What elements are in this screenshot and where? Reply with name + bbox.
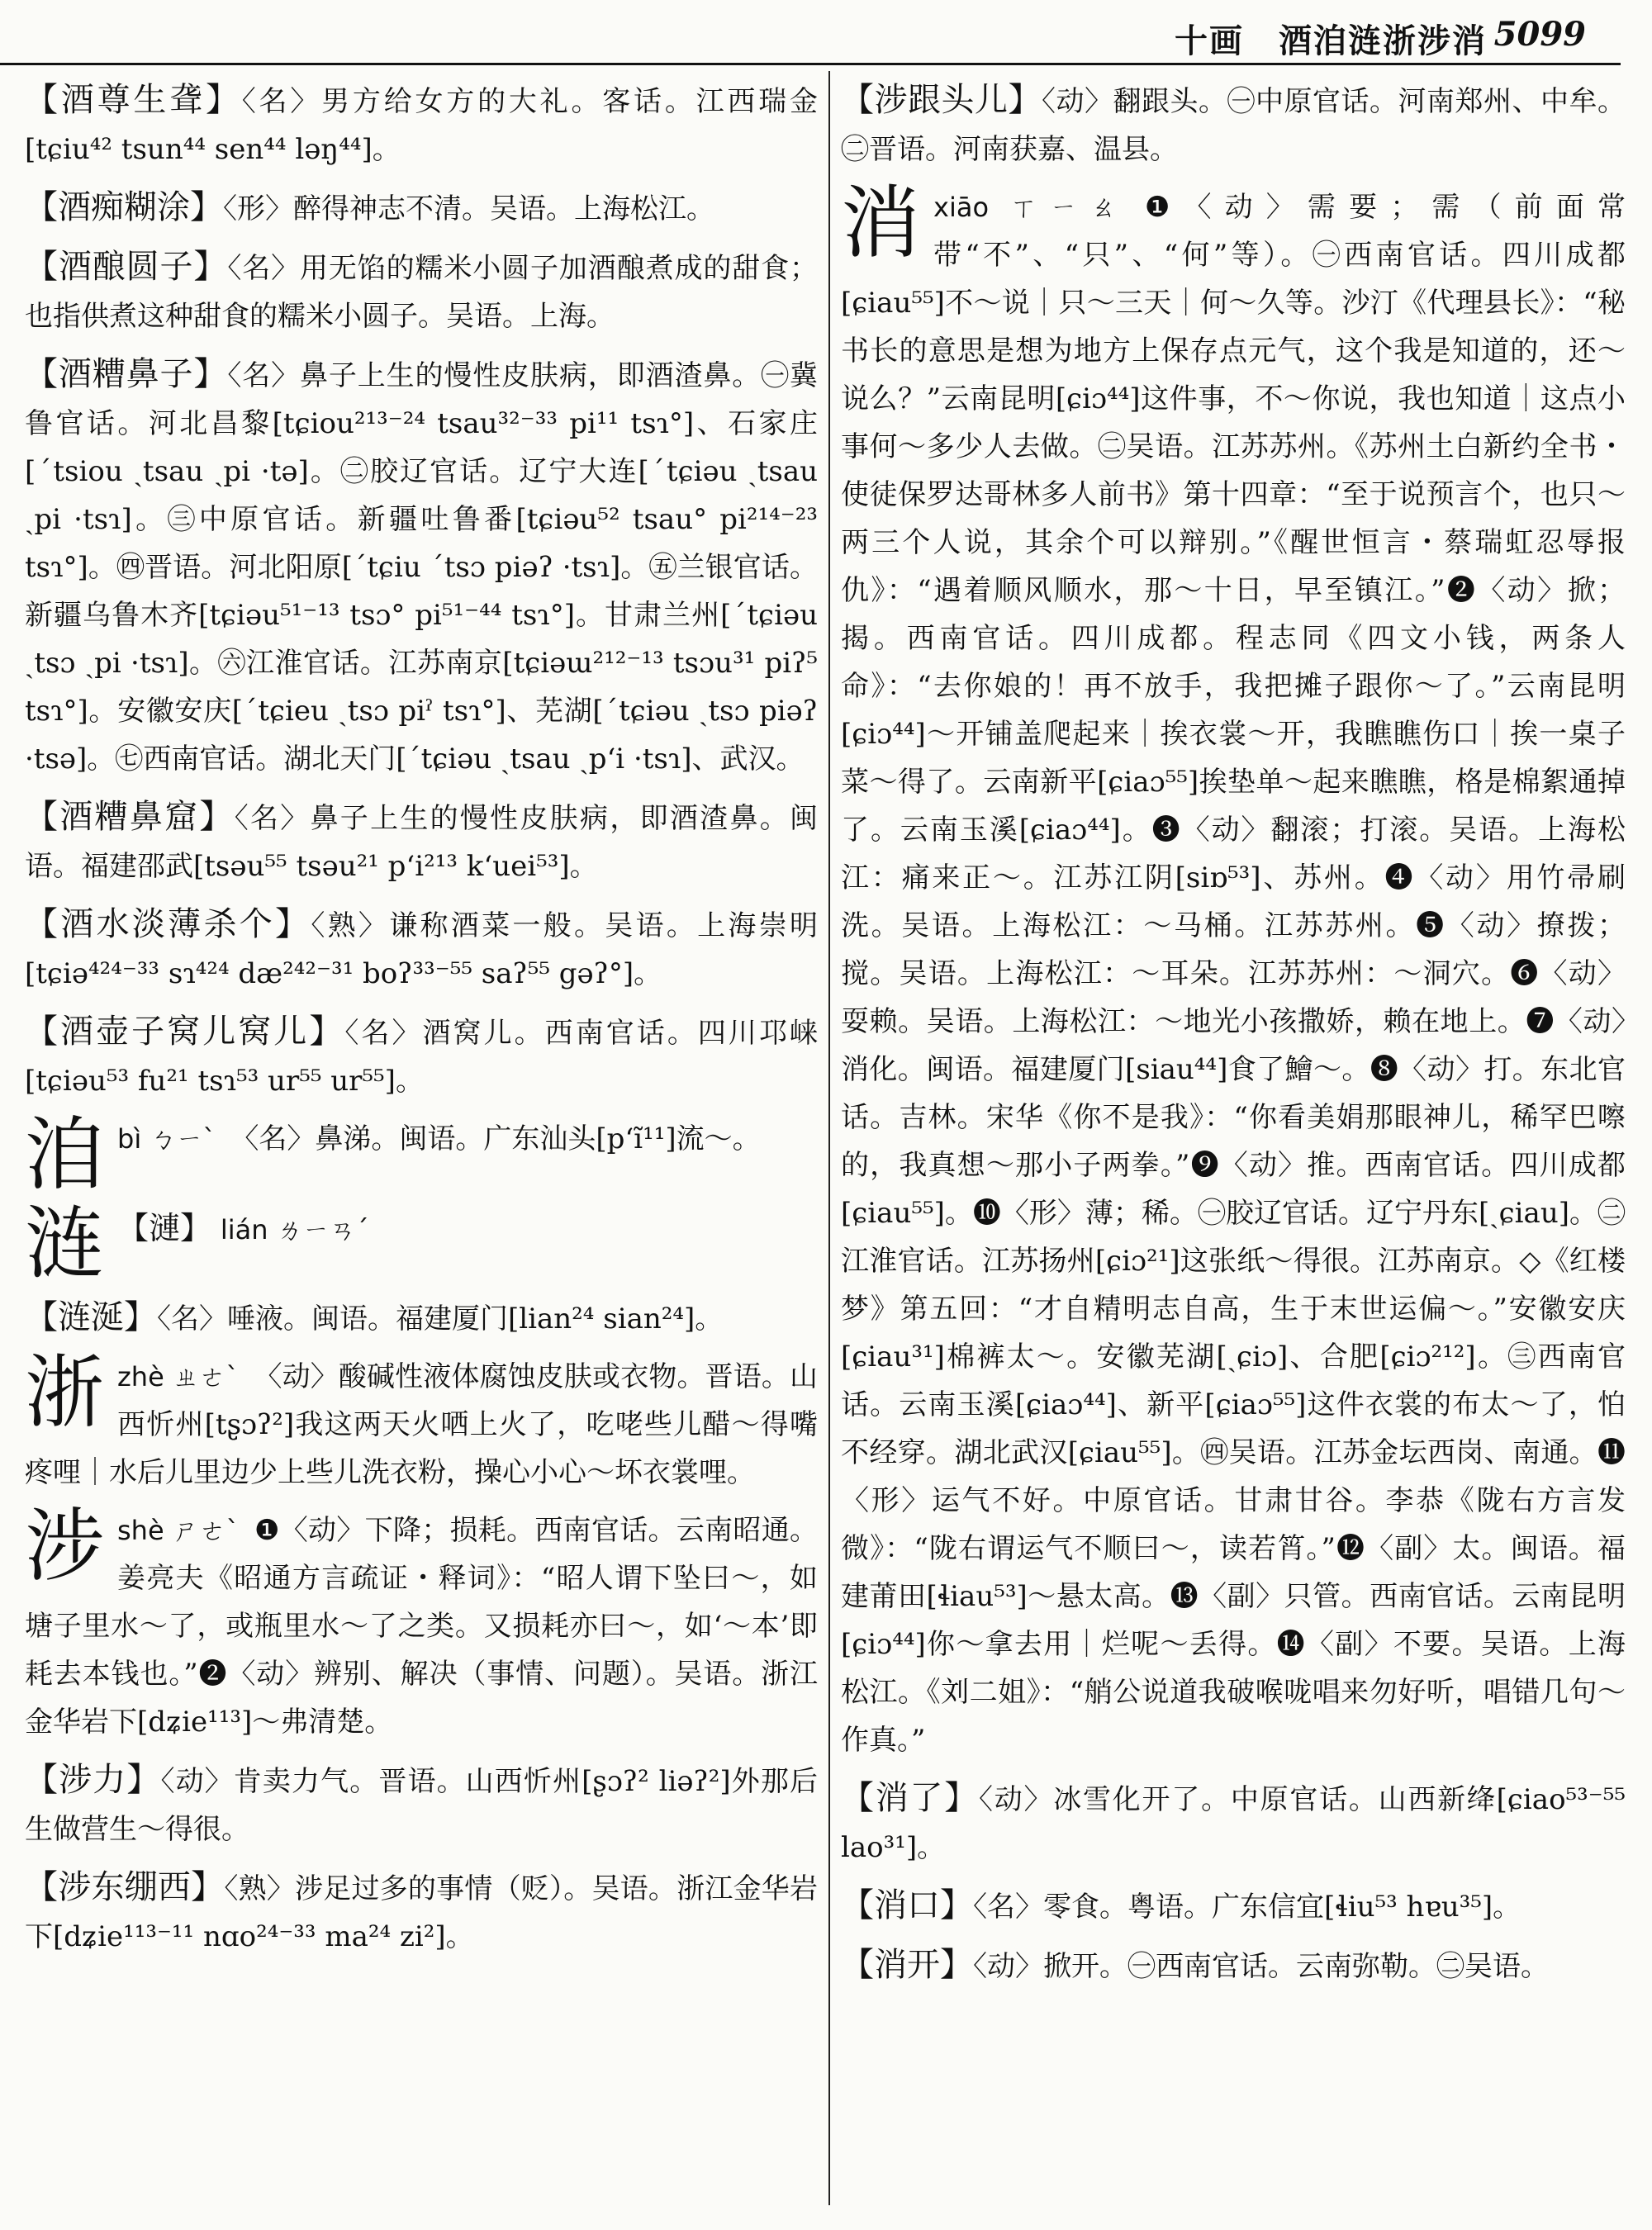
entry-definition: 〈名〉鼻子上生的慢性皮肤病，即酒渣鼻。㊀冀鲁官话。河北昌黎[tɕiou²¹³⁻²⁴ tsau³²⁻³³ pi¹¹ tsɿ°]、石家庄[ˊtsiou ˏtsau ˏpi ·tə]。㊁胶辽官话。辽宁大连[ˊtɕiəu ˏtsau ˏpi ·tsɿ]。㊂中原官话。新疆吐鲁番[tɕiəu⁵² tsau° pi²¹⁴⁻²³ tsɿ°]。㊃晋语。河北阳原[ˊtɕiu ˊtsɔ piəʔ ·tsɿ]。㊄兰银官话。新疆乌鲁木齐[tɕiəu⁵¹⁻¹³ tsɔ° pi⁵¹⁻⁴⁴ tsɿ°]。甘肃兰州[ˊtɕiəu ˏtsɔ ˏpi ·tsɿ]。㊅江淮官话。江苏南京[tɕiəɯ²¹²⁻¹³ tsɔu³¹ piʔ⁵ tsɿ°]。安徽安庆[ˊtɕieu ˏtsɔ piˀ tsɿ°]、芜湖[ˊtɕiəu ˏtsɔ piəʔ ·tsə]。㊆西南官话。湖北天门[ˊtɕiəu ˏtsau ˏpʻi ·tsɿ]、武汉。 <box>25 359 818 776</box>
entry-definition: 〈形〉醉得神志不清。吴语。上海松江。 <box>223 192 714 225</box>
entry-definition: 〈名〉用无馅的糯米小圆子加酒酿煮成的甜食；也指供煮这种甜食的糯米小圆子。吴语。上海。 <box>25 252 818 333</box>
entry-headword: 【消口】 <box>841 1886 973 1924</box>
character-entry-xiao <box>841 177 1626 1764</box>
character-entry-bi <box>25 1108 818 1201</box>
character-entry-she <box>25 1500 818 1746</box>
left-column <box>25 76 818 2213</box>
pinyin: zhè ㄓㄜˋ <box>117 1361 240 1393</box>
page-header <box>0 0 1652 63</box>
entry-definition: 〈名〉鼻子上生的慢性皮肤病，即酒渣鼻。闽语。福建邵武[tsəu⁵⁵ tsəu²¹ pʻi²¹³ kʻuei⁵³]。 <box>25 802 818 883</box>
entry-headword: 【涟涎】 <box>25 1298 157 1336</box>
entry <box>25 243 818 340</box>
entry <box>25 1756 818 1853</box>
section-heading: 十画 酒洎涟浙涉消 <box>1175 21 1487 60</box>
character-entry-lian <box>25 1198 818 1290</box>
entry <box>841 1941 1626 1990</box>
entry <box>25 1293 818 1343</box>
entry <box>25 900 818 998</box>
entry-definition: 〈熟〉涉足过多的事情（贬）。吴语。浙江金华岩下[dʑie¹¹³⁻¹¹ nɑo²⁴⁻³³ ma²⁴ zi²]。 <box>25 1872 818 1953</box>
entry-definition: 〈名〉唾液。闽语。福建厦门[lian²⁴ sian²⁴]。 <box>157 1302 724 1336</box>
traditional-form: 【漣】 <box>117 1210 212 1246</box>
page-number: 5099 <box>1493 15 1586 54</box>
entry-headword: 【酒水淡薄杀个】 <box>25 905 311 943</box>
pinyin: xiāo ㄒㄧㄠ <box>933 192 1130 223</box>
entry-definition: 〈名〉鼻涕。闽语。广东汕头[pʻĩ¹¹]流～。 <box>230 1122 761 1155</box>
entry-headword: 【涉跟头儿】 <box>841 81 1042 119</box>
pinyin: shè ㄕㄜˋ <box>117 1515 240 1546</box>
entry-headword: 【酒酿圆子】 <box>25 248 228 286</box>
entry-headword: 【酒尊生聋】 <box>25 81 242 119</box>
entry-headword: 【酒糟鼻子】 <box>25 355 228 393</box>
right-column <box>841 76 1626 2213</box>
entry-headword: 【酒壶子窝儿窝儿】 <box>25 1013 345 1051</box>
entry-definition: 〈动〉冰雪化开了。中原官话。山西新绛[ɕiao⁵³⁻⁵⁵ lao³¹]。 <box>841 1783 1626 1864</box>
entry-definition: 〈动〉掀开。㊀西南官话。云南弥勒。㊁吴语。 <box>973 1950 1549 1983</box>
entry <box>841 1881 1626 1931</box>
entry-headword: 【消开】 <box>841 1946 973 1984</box>
entry-definition: 〈动〉酸碱性液体腐蚀皮肤或衣物。晋语。山西忻州[tʂɔʔ²]我这两天火哂上火了，吃咾些儿醋～得嘴疼哩｜水后儿里边少上些儿洗衣粉，操心小心～坏衣裳哩。 <box>25 1360 818 1489</box>
entry-definition: ❶〈动〉需要；需（前面常带“不”、“只”、“何”等）。㊀西南官话。四川成都[ɕiau⁵⁵]不～说｜只～三天｜何～久等。沙汀《代理县长》：“秘书长的意思是想为地方上保存点元气，这个我是知道的，还～说么？”云南昆明[ɕiɔ⁴⁴]这件事，不～你说，我也知道｜这点小事何～多少人去做。㊁吴语。江苏苏州。《苏州土白新约全书・使徒保罗达哥林多人前书》第十四章：“至于说预言个，也只～两三个人说，其余个可以辩别。”《醒世恒言・蔡瑞虹忍辱报仇》：“遇着顺风顺水，那～十日，早至镇江。”❷〈动〉掀；揭。西南官话。四川成都。程志同《四文小钱，两条人命》：“去你娘的！再不放手，我把摊子跟你～了。”云南昆明[ɕiɔ⁴⁴]～开铺盖爬起来｜挨衣裳～开，我瞧瞧伤口｜挨一桌子菜～得了。云南新平[ɕiaɔ⁵⁵]挨垫单～起来瞧瞧，格是棉絮通掉了。云南玉溪[ɕiaɔ⁴⁴]。❸〈动〉翻滚；打滚。吴语。上海松江：痛来正～。江苏江阴[siɒ⁵³]、苏州。❹〈动〉用竹帚刷洗。吴语。上海松江：～马桶。江苏苏州。❺〈动〉撩拨；搅。吴语。上海松江：～耳朵。江苏苏州：～洞穴。❻〈动〉耍赖。吴语。上海松江：～地光小孩撒娇，赖在地上。❼〈动〉消化。闽语。福建厦门[siau⁴⁴]食了鱠～。❽〈动〉打。东北官话。吉林。宋华《你不是我》：“你看美娟那眼神儿，稀罕巴嚓的，我真想～那小子两拳。”❾〈动〉推。西南官话。四川成都[ɕiau⁵⁵]。❿〈形〉薄；稀。㊀胶辽官话。辽宁丹东[ˏɕiau]。㊁江淮官话。江苏扬州[ɕiɔ²¹]这张纸～得很。江苏南京。◇《红楼梦》第五回：“才自精明志自高，生于末世运偏～。”安徽安庆[ɕiau³¹]棉裤太～。安徽芜湖[ˏɕiɔ]、合肥[ɕiɔ²¹²]。㊂西南官话。云南玉溪[ɕiaɔ⁴⁴]、新平[ɕiaɔ⁵⁵]这件衣裳的布太～了，怕不经穿。湖北武汉[ɕiau⁵⁵]。㊃吴语。江苏金坛西岗、南通。⓫〈形〉运气不好。中原官话。甘肃甘谷。李恭《陇右方言发微》：“陇右谓运气不顺曰～，读若筲。”⓬〈副〉太。闽语。福建莆田[ɬiau⁵³]～悬太高。⓭〈副〉只管。西南官话。云南昆明[ɕiɔ⁴⁴]你～拿去用｜烂呢～丢得。⓮〈副〉不要。吴语。上海松江。《刘二姐》：“艄公说道我破喉咙唱来勿好听，唱错几句～作真。” <box>841 191 1626 1757</box>
pinyin: lián ㄌㄧㄢˊ <box>220 1214 369 1245</box>
entry <box>25 1863 818 1961</box>
head-character: 消 <box>841 177 920 269</box>
entry-definition: 〈动〉肯卖力气。晋语。山西忻州[ʂɔʔ² liəʔ²]外那后生做营生～得很。 <box>25 1765 818 1846</box>
entry <box>25 350 818 783</box>
pinyin: bì ㄅㄧˋ <box>117 1123 216 1155</box>
entry-definition: 〈动〉翻跟头。㊀中原官话。河南郑州、中牟。㊁晋语。河南获嘉、温县。 <box>841 85 1626 166</box>
entry-headword: 【涉力】 <box>25 1761 161 1799</box>
entry-headword: 【酒痴糊涂】 <box>25 188 223 226</box>
entry-headword: 【酒糟鼻窟】 <box>25 798 235 836</box>
entry <box>25 1008 818 1105</box>
head-character: 洎 <box>25 1108 104 1201</box>
entry-definition: ❶〈动〉下降；损耗。西南官话。云南昭通。姜亮夫《昭通方言疏证・释词》：“昭人谓下坠曰～，如塘子里水～了，或瓶里水～了之类。又损耗亦曰～，如‘～本’即耗去本钱也。”❷〈动〉辨别、解决（事情、问题）。吴语。浙江金华岩下[dʑie¹¹³]～弗清楚。 <box>25 1514 818 1739</box>
head-character: 涉 <box>25 1500 104 1592</box>
entry-definition: 〈名〉男方给女方的大礼。客话。江西瑞金[tɕiu⁴² tsun⁴⁴ sen⁴⁴ ləŋ⁴⁴]。 <box>25 85 818 166</box>
entry-definition: 〈名〉零食。粤语。广东信宜[ɬiu⁵³ hɐu³⁵]。 <box>973 1891 1521 1924</box>
entry <box>25 76 818 173</box>
entry <box>841 1774 1626 1872</box>
entry-headword: 【消了】 <box>841 1779 980 1817</box>
entry-definition: 〈熟〉谦称酒菜一般。吴语。上海崇明[tɕiə⁴²⁴⁻³³ sɿ⁴²⁴ dæ²⁴²⁻³¹ boʔ³³⁻⁵⁵ saʔ⁵⁵ gəʔ°]。 <box>25 909 818 990</box>
entry <box>25 793 818 890</box>
character-entry-zhe <box>25 1346 818 1497</box>
column-divider <box>828 71 830 2205</box>
header-rule <box>0 63 1621 65</box>
head-character: 涟 <box>25 1198 104 1290</box>
entry <box>25 183 818 233</box>
entry <box>841 76 1626 173</box>
head-character: 浙 <box>25 1346 104 1439</box>
entry-definition: 〈名〉酒窝儿。西南官话。四川邛崃[tɕiəu⁵³ fu²¹ tsɿ⁵³ ur⁵⁵ ur⁵⁵]。 <box>25 1017 818 1098</box>
entry-headword: 【涉东绷西】 <box>25 1868 225 1906</box>
